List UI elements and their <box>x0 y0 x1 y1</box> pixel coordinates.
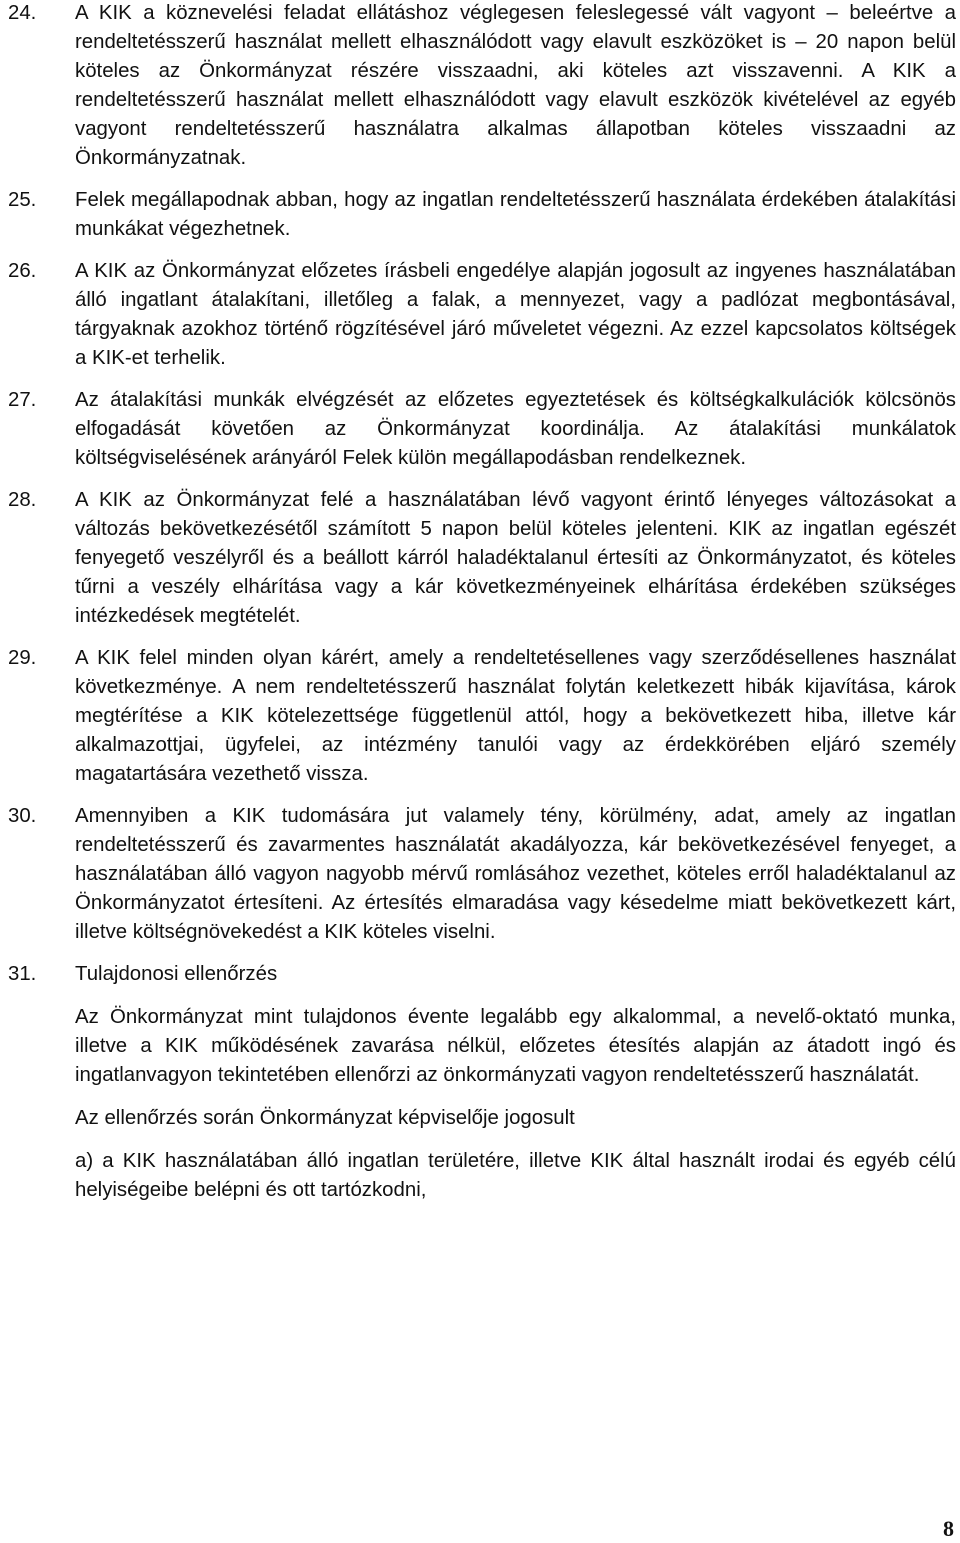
clause-25 <box>8 186 956 244</box>
clause-31 <box>8 960 956 1205</box>
clause-28 <box>8 486 956 631</box>
page-number: 8 <box>943 1516 954 1541</box>
section-heading: Tulajdonosi ellenőrzés <box>75 963 278 985</box>
clause-text: Felek megállapodnak abban, hogy az ingatlan rendeltetésszerű használata érdekében átalakítási munkákat végezhetnek. <box>75 189 956 240</box>
clause-24 <box>8 0 956 173</box>
clause-text: A KIK az Önkormányzat felé a használatában lévő vagyont érintő lényeges változásokat a változás bekövetkezésétől számított 5 napon belül köteles jelenteni. KIK az ingatlan egészét fenyegető veszélyről és a beállott kárról haladéktalanul értesíti az Önkormányzatot, és köteles tűrni a veszély elhárítása vagy a kár következményeinek elhárítása érdekében szükséges intézkedések megtételét. <box>75 489 956 627</box>
clause-27 <box>8 386 956 473</box>
clause-29 <box>8 644 956 789</box>
clause-number: 27. <box>8 389 37 411</box>
section-paragraph: Az Önkormányzat mint tulajdonos évente legalább egy alkalommal, a nevelő-oktató munka, illetve a KIK működésének zavarása nélkül, előzetes étesítés alapján az átadott ingó és ingatlanvagyon tekintetében ellenőrzi az önkormányzati vagyon rendeltetésszerű használatát. <box>75 1006 956 1086</box>
clause-text: A KIK az Önkormányzat előzetes írásbeli engedélye alapján jogosult az ingyenes használatában álló ingatlant átalakítani, illetőleg a falak, a mennyezet, vagy a padlózat megbontásával, tárgyaknak azokhoz történő rögzítésével járó műveletet végezni. Az ezzel kapcsolatos költségek a KIK-et terhelik. <box>75 260 956 369</box>
clause-30 <box>8 802 956 947</box>
clause-number: 26. <box>8 260 37 282</box>
document-body <box>8 0 956 1218</box>
clause-number: 28. <box>8 489 37 511</box>
clause-number: 24. <box>8 2 37 24</box>
clause-text: A KIK a köznevelési feladat ellátáshoz véglegesen feleslegessé vált vagyont – beleértve a rendeltetésszerű használat mellett elhasználódott vagy elavult eszközöket is – 20 napon belül köteles az Önkormányzat részére visszaadni, aki köteles azt visszavenni. A KIK a rendeltetésszerű használat mellett elhasználódott vagy elavult eszközök kivételével az egyéb vagyont rendeltetésszerű használatra alkalmas állapotban köteles visszaadni az Önkormányzatnak. <box>75 2 956 169</box>
clause-number: 29. <box>8 647 37 669</box>
section-paragraph: a) a KIK használatában álló ingatlan területére, illetve KIK által használt irodai és egyéb célú helyiségeibe belépni és ott tartózkodni, <box>75 1150 956 1201</box>
clause-text: A KIK felel minden olyan kárért, amely a rendeltetésellenes vagy szerződésellenes használat következménye. A nem rendeltetésszerű használat folytán keletkezett hibák kijavítása, károk megtérítése a KIK kötelezettsége függetlenül attól, hogy a bekövetkezett hiba, illetve kár alkalmazottjai, ügyfelei, az intézmény tanulói vagy az érdekkörében eljáró személy magatartására vezethető vissza. <box>75 647 956 785</box>
clause-number: 25. <box>8 189 37 211</box>
section-paragraph: Az ellenőrzés során Önkormányzat képviselője jogosult <box>75 1107 575 1129</box>
clause-26 <box>8 257 956 373</box>
clause-number: 31. <box>8 963 37 985</box>
clause-number: 30. <box>8 805 37 827</box>
clause-text: Amennyiben a KIK tudomására jut valamely tény, körülmény, adat, amely az ingatlan rendeltetésszerű és zavarmentes használatát akadályozza, kár bekövetkezésével fenyeget, a használatában álló vagyon nagyobb mérvű romlásához vezethet, köteles erről haladéktalanul az Önkormányzatot értesíteni. Az értesítés elmaradása vagy késedelme miatt bekövetkezett kárt, illetve költségnövekedést a KIK köteles viselni. <box>75 805 956 943</box>
clause-text: Az átalakítási munkák elvégzését az előzetes egyeztetések és költségkalkulációk kölcsönös elfogadását követően az Önkormányzat koordinálja. Az átalakítási munkálatok költségviselésének arányáról Felek külön megállapodásban rendelkeznek. <box>75 389 956 469</box>
